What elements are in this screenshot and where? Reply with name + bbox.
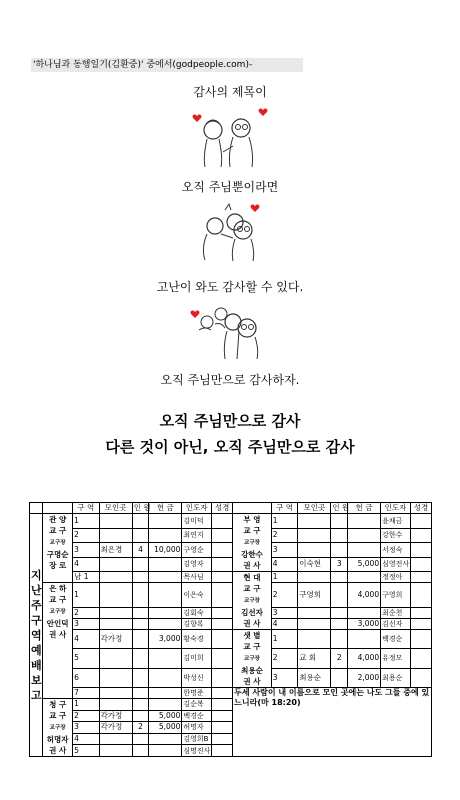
table-cell	[149, 583, 182, 608]
table-cell	[149, 668, 182, 687]
table-cell: 2	[73, 528, 100, 543]
table-cell	[410, 572, 431, 583]
table-cell: 3	[73, 722, 100, 734]
table-cell: 4	[73, 557, 100, 572]
table-cell: 5,000	[149, 722, 182, 734]
table-cell	[212, 543, 233, 558]
table-cell: 3,000	[149, 630, 182, 649]
table-cell: 1	[271, 630, 298, 649]
table-cell: 심명진사	[183, 746, 211, 755]
table-row	[30, 688, 432, 699]
table-cell	[410, 608, 431, 619]
table-cell	[347, 514, 380, 529]
table-cell	[298, 528, 331, 543]
table-cell	[132, 699, 149, 711]
table-cell: 강한수	[381, 528, 411, 543]
table-cell: 4	[132, 543, 149, 558]
source-line: '하나님과 동행일기(김환중)' 중에서(godpeople.com)-	[31, 58, 303, 72]
table-cell	[347, 608, 380, 619]
table-cell: 유정모	[381, 649, 411, 668]
caption-4: 오직 주님만으로 감사하자.	[160, 373, 300, 387]
table-cell	[212, 630, 233, 649]
table-cell: 심영전사	[381, 557, 411, 572]
table-cell: 4	[73, 630, 100, 649]
blank-cell	[30, 503, 43, 514]
table-cell	[347, 543, 380, 558]
district-leader: 교구장	[49, 609, 66, 615]
blank-cell	[43, 503, 73, 514]
table-cell: 각가정	[99, 630, 132, 649]
table-cell	[132, 557, 149, 572]
table-cell	[132, 668, 149, 687]
table-cell: 김향록	[182, 619, 212, 630]
table-cell	[99, 583, 132, 608]
table-cell: 구영희	[298, 583, 331, 608]
table-row	[30, 608, 432, 619]
table-cell	[212, 619, 233, 630]
table-row	[30, 583, 432, 608]
table-cell	[331, 619, 348, 630]
table-row	[30, 668, 432, 687]
table-cell	[99, 572, 132, 583]
table-cell	[149, 688, 182, 699]
table-cell	[298, 572, 331, 583]
table-cell	[149, 745, 182, 757]
table-cell	[149, 557, 182, 572]
table-cell: 6	[73, 668, 100, 687]
district-leader: 교구장	[244, 656, 260, 662]
caption-2: 오직 주님뿐이라면	[181, 180, 279, 194]
table-cell: 4	[271, 619, 298, 630]
table-cell	[212, 572, 233, 583]
table-cell: 박성신	[182, 668, 212, 687]
table-cell	[212, 688, 233, 699]
column-header: 모인곳	[298, 503, 331, 514]
table-cell	[410, 543, 431, 558]
table-cell	[212, 608, 233, 619]
district-leader: 교구장	[49, 725, 66, 731]
table-cell	[149, 619, 182, 630]
headline-2: 다른 것이 아닌, 오직 주님만으로 감사	[105, 438, 355, 456]
table-cell: 목사님	[182, 572, 212, 583]
table-cell: 김선자	[381, 619, 411, 630]
table-cell: 최연지	[182, 528, 212, 543]
table-cell: 3	[73, 619, 100, 630]
column-header: 모인곳	[99, 503, 132, 514]
district-cell: 관 양 교 구 교구장 구명순 장 로	[43, 514, 73, 583]
table-cell	[347, 572, 380, 583]
header-row	[30, 503, 432, 514]
table-cell	[132, 572, 149, 583]
table-cell: 윤채금	[381, 514, 411, 529]
table-cell: 1	[73, 514, 100, 529]
table-cell	[212, 528, 233, 543]
table-cell: 백경순	[381, 630, 411, 649]
table-cell	[212, 668, 233, 687]
illustration-two-figures	[185, 104, 275, 169]
district-leader: 교구장	[49, 540, 66, 546]
illustration-crowd-figures	[185, 300, 275, 362]
table-row	[30, 528, 432, 543]
caption-3: 고난이 와도 감사할 수 있다.	[156, 280, 304, 294]
table-cell	[410, 514, 431, 529]
table-cell: 3	[271, 668, 298, 687]
column-header: 구 역	[271, 503, 298, 514]
table-cell	[410, 649, 431, 668]
table-cell: 2	[132, 722, 149, 734]
table-cell	[298, 543, 331, 558]
column-header: 인도자	[381, 503, 411, 514]
column-header: 성경	[212, 503, 233, 514]
table-cell	[212, 649, 233, 668]
table-cell	[149, 528, 182, 543]
side-label: 지난주구역예배보고	[30, 514, 43, 757]
table-row	[30, 543, 432, 558]
table-cell	[212, 745, 233, 757]
table-cell	[212, 583, 233, 608]
table-cell	[331, 528, 348, 543]
table-cell	[410, 619, 431, 630]
column-header: 헌 금	[347, 503, 380, 514]
table-cell	[99, 649, 132, 668]
table-cell: 이은숙	[182, 583, 212, 608]
table-row	[30, 649, 432, 668]
table-cell: 1	[73, 583, 100, 608]
table-cell: 5	[73, 649, 100, 668]
table-cell: 1	[271, 572, 298, 583]
table-cell: 남 1	[73, 572, 100, 583]
district-leader: 교구장	[244, 598, 260, 604]
table-cell: 김회숙	[182, 608, 212, 619]
table-cell: 김영자	[182, 557, 212, 572]
table-cell	[149, 699, 182, 711]
table-cell	[132, 619, 149, 630]
table-cell: 허명자	[182, 722, 212, 734]
table-cell: 3	[73, 543, 100, 558]
table-cell	[149, 733, 182, 745]
table-cell	[331, 543, 348, 558]
table-cell: 5	[73, 745, 100, 757]
table-cell	[99, 668, 132, 687]
table-cell	[99, 514, 132, 529]
table-cell	[99, 557, 132, 572]
table-cell: 4,000	[347, 649, 380, 668]
table-cell: 2,000	[347, 668, 380, 687]
district-cell: 샛 별 교 구 교구장 최용순 권 사	[233, 630, 272, 688]
table-cell: 김영희B	[182, 733, 212, 745]
table-cell	[132, 733, 149, 745]
table-cell	[132, 583, 149, 608]
table-row	[30, 514, 432, 529]
roster-table	[29, 502, 432, 757]
table-cell: 2	[331, 649, 348, 668]
headline-1: 오직 주님만으로 감사	[159, 412, 301, 430]
table-cell	[410, 630, 431, 649]
table-cell: 3	[331, 557, 348, 572]
table-cell: 3,000	[347, 619, 380, 630]
table-cell	[99, 699, 132, 711]
table-cell	[99, 733, 132, 745]
district-cell: 은 하 교 구 교구장 안인덕 권 사	[43, 583, 73, 699]
table-cell: 서정숙	[381, 543, 411, 558]
table-cell: 교 회	[298, 649, 331, 668]
table-cell: 1	[73, 699, 100, 711]
column-header: 헌 금	[149, 503, 182, 514]
district-cell: 청 구 교 구 교구장 허명자 권 사	[43, 699, 73, 757]
table-cell	[132, 528, 149, 543]
column-header: 성경	[410, 503, 431, 514]
table-cell: 5,000	[149, 710, 182, 722]
table-cell	[132, 514, 149, 529]
table-cell: 김미희	[182, 649, 212, 668]
table-cell	[212, 557, 233, 572]
table-cell	[149, 514, 182, 529]
table-cell: 5,000	[347, 557, 380, 572]
table-row	[30, 630, 432, 649]
table-cell	[331, 630, 348, 649]
table-cell: 최은경	[99, 543, 132, 558]
blank-cell	[233, 503, 272, 514]
table-cell	[298, 619, 331, 630]
table-cell: 김순복	[182, 699, 212, 711]
table-cell	[410, 583, 431, 608]
table-cell	[331, 572, 348, 583]
table-cell: 2	[73, 608, 100, 619]
table-cell: 이숙현	[298, 557, 331, 572]
table-cell	[331, 608, 348, 619]
illustration-figures-embrace	[185, 200, 275, 262]
table-cell	[149, 572, 182, 583]
table-cell	[149, 608, 182, 619]
table-cell	[99, 688, 132, 699]
table-cell	[410, 557, 431, 572]
caption-1: 감사의 제목이	[193, 85, 267, 99]
table-row	[30, 619, 432, 630]
table-cell: 4	[73, 733, 100, 745]
table-cell: 각가정	[99, 722, 132, 734]
table-cell: 1	[271, 514, 298, 529]
table-cell: 김미덕	[182, 514, 212, 529]
table-cell	[99, 745, 132, 757]
column-header: 구 역	[73, 503, 100, 514]
table-cell	[212, 722, 233, 734]
table-cell: 각가정	[99, 710, 132, 722]
table-cell	[132, 630, 149, 649]
table-cell: 최순천	[381, 608, 411, 619]
table-row	[30, 557, 432, 572]
table-cell	[212, 710, 233, 722]
column-header: 인도자	[182, 503, 212, 514]
table-cell	[410, 528, 431, 543]
table-cell	[132, 649, 149, 668]
table-cell: 정정아	[381, 572, 411, 583]
table-cell: 최용순	[298, 668, 331, 687]
table-cell	[298, 630, 331, 649]
table-cell: 최용순	[381, 668, 411, 687]
table-cell: 3	[271, 608, 298, 619]
table-cell: 구영순	[182, 543, 212, 558]
table-cell	[132, 688, 149, 699]
table-cell: 백경순	[182, 710, 212, 722]
column-header: 인 원	[133, 503, 151, 512]
table-cell: 2	[271, 528, 298, 543]
table-cell	[347, 630, 380, 649]
table-cell	[331, 514, 348, 529]
table-cell: 2	[73, 710, 100, 722]
table-cell: 구영희	[381, 583, 411, 608]
table-cell	[99, 619, 132, 630]
table-cell	[212, 733, 233, 745]
table-cell: 2	[271, 583, 298, 608]
district-cell: 부 영 교 구 교구장 강한수 권 사	[233, 514, 272, 572]
table-cell	[347, 528, 380, 543]
table-cell	[132, 608, 149, 619]
table-cell: 10,000	[149, 543, 182, 558]
table-cell	[410, 668, 431, 687]
table-cell	[132, 745, 149, 757]
table-cell	[99, 608, 132, 619]
table-cell	[331, 583, 348, 608]
table-cell: 한명준	[182, 688, 212, 699]
table-cell	[99, 528, 132, 543]
table-cell	[331, 668, 348, 687]
table-cell	[298, 608, 331, 619]
column-header: 인 원	[332, 503, 350, 512]
table-cell: 2	[271, 649, 298, 668]
table-cell	[298, 514, 331, 529]
table-cell: 4,000	[347, 583, 380, 608]
table-cell: 3	[271, 543, 298, 558]
table-cell: 황숙경	[182, 630, 212, 649]
table-cell	[132, 710, 149, 722]
district-leader: 교구장	[244, 540, 260, 546]
verse-note: 두세 사람이 내 이름으로 모인 곳에는 나도 그들 중에 있느니라(마 18:20)	[233, 688, 432, 757]
table-cell	[149, 649, 182, 668]
table-cell: 7	[73, 688, 100, 699]
table-cell: 4	[271, 557, 298, 572]
district-cell: 현 대 교 구 교구장 김선자 권 사	[233, 572, 272, 630]
table-cell	[212, 514, 233, 529]
table-row	[30, 572, 432, 583]
table-cell	[212, 699, 233, 711]
